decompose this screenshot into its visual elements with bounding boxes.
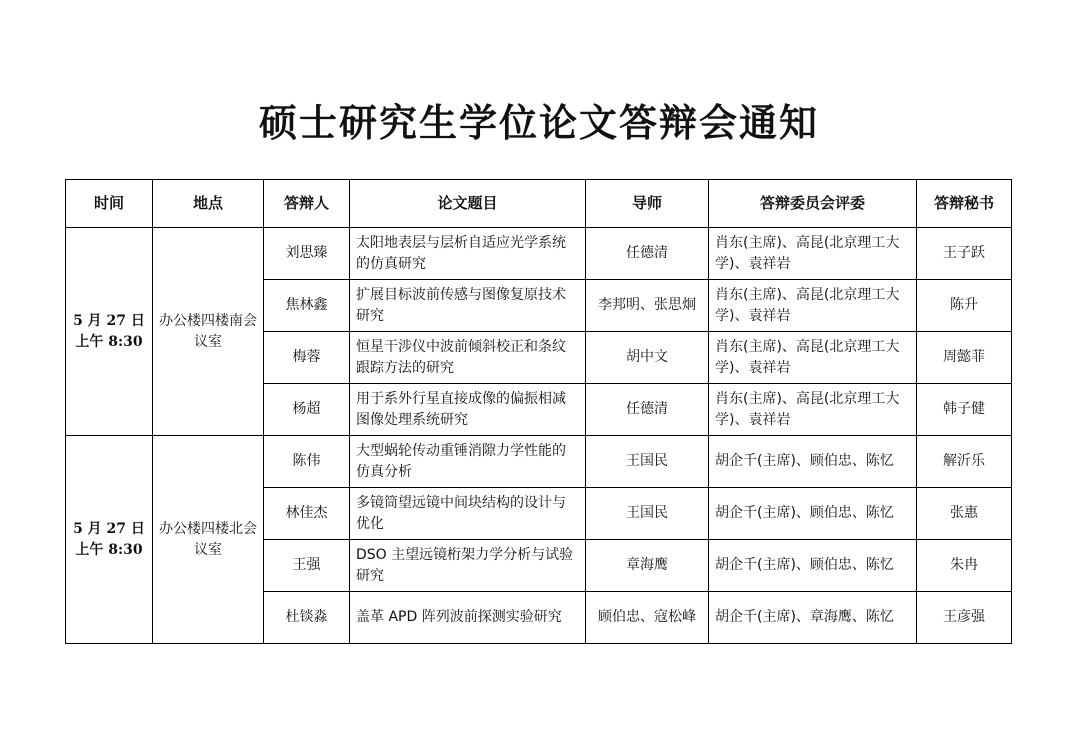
thesis-cell: 扩展目标波前传感与图像复原技术研究 bbox=[350, 280, 586, 332]
secretary-cell: 张惠 bbox=[917, 488, 1012, 540]
header-committee: 答辩委员会评委 bbox=[709, 180, 917, 228]
secretary-cell: 周懿菲 bbox=[917, 332, 1012, 384]
session-place: 办公楼四楼北会议室 bbox=[153, 436, 264, 644]
header-row bbox=[66, 180, 1012, 228]
page-title: 硕士研究生学位论文答辩会通知 bbox=[258, 100, 819, 145]
header-thesis: 论文题目 bbox=[350, 180, 586, 228]
session-date: 5 月 27 日 bbox=[73, 312, 145, 329]
advisor-cell: 胡中文 bbox=[586, 332, 709, 384]
committee-cell: 肖东(主席)、高昆(北京理工大学)、袁祥岩 bbox=[709, 280, 917, 332]
thesis-cell: 用于系外行星直接成像的偏振相减图像处理系统研究 bbox=[350, 384, 586, 436]
session-time: 上午 8:30 bbox=[75, 333, 143, 350]
defender-cell: 陈伟 bbox=[264, 436, 350, 488]
committee-cell: 胡企千(主席)、顾伯忠、陈忆 bbox=[709, 540, 917, 592]
session-time: 上午 8:30 bbox=[75, 541, 143, 558]
session-time-cell bbox=[66, 228, 153, 436]
defender-cell: 梅蓉 bbox=[264, 332, 350, 384]
session-place: 办公楼四楼南会议室 bbox=[153, 228, 264, 436]
header-place: 地点 bbox=[153, 180, 264, 228]
secretary-cell: 韩子健 bbox=[917, 384, 1012, 436]
advisor-cell: 章海鹰 bbox=[586, 540, 709, 592]
table-row bbox=[66, 228, 1012, 280]
advisor-cell: 任德清 bbox=[586, 228, 709, 280]
advisor-cell: 任德清 bbox=[586, 384, 709, 436]
header-advisor: 导师 bbox=[586, 180, 709, 228]
header-time: 时间 bbox=[66, 180, 153, 228]
advisor-cell: 李邦明、张思炯 bbox=[586, 280, 709, 332]
thesis-cell: 多镜筒望远镜中间块结构的设计与优化 bbox=[350, 488, 586, 540]
thesis-cell: DSO 主望远镜桁架力学分析与试验研究 bbox=[350, 540, 586, 592]
thesis-cell: 盖革 APD 阵列波前探测实验研究 bbox=[350, 592, 586, 644]
secretary-cell: 解沂乐 bbox=[917, 436, 1012, 488]
committee-cell: 肖东(主席)、高昆(北京理工大学)、袁祥岩 bbox=[709, 228, 917, 280]
session-date: 5 月 27 日 bbox=[73, 520, 145, 537]
table-row bbox=[66, 436, 1012, 488]
defense-schedule-table bbox=[65, 179, 1012, 644]
secretary-cell: 王子跃 bbox=[917, 228, 1012, 280]
defender-cell: 王强 bbox=[264, 540, 350, 592]
session-time-cell bbox=[66, 436, 153, 644]
committee-cell: 肖东(主席)、高昆(北京理工大学)、袁祥岩 bbox=[709, 332, 917, 384]
committee-cell: 肖东(主席)、高昆(北京理工大学)、袁祥岩 bbox=[709, 384, 917, 436]
advisor-cell: 王国民 bbox=[586, 488, 709, 540]
secretary-cell: 陈升 bbox=[917, 280, 1012, 332]
committee-cell: 胡企千(主席)、顾伯忠、陈忆 bbox=[709, 488, 917, 540]
advisor-cell: 王国民 bbox=[586, 436, 709, 488]
secretary-cell: 王彦强 bbox=[917, 592, 1012, 644]
header-defender: 答辩人 bbox=[264, 180, 350, 228]
defender-cell: 林佳杰 bbox=[264, 488, 350, 540]
advisor-cell: 顾伯忠、寇松峰 bbox=[586, 592, 709, 644]
defender-cell: 杨超 bbox=[264, 384, 350, 436]
committee-cell: 胡企千(主席)、顾伯忠、陈忆 bbox=[709, 436, 917, 488]
defender-cell: 刘思臻 bbox=[264, 228, 350, 280]
thesis-cell: 恒星干涉仪中波前倾斜校正和条纹跟踪方法的研究 bbox=[350, 332, 586, 384]
defender-cell: 焦林鑫 bbox=[264, 280, 350, 332]
thesis-cell: 大型蜗轮传动重锤消隙力学性能的仿真分析 bbox=[350, 436, 586, 488]
secretary-cell: 朱冉 bbox=[917, 540, 1012, 592]
header-secretary: 答辩秘书 bbox=[917, 180, 1012, 228]
committee-cell: 胡企千(主席)、章海鹰、陈忆 bbox=[709, 592, 917, 644]
thesis-cell: 太阳地表层与层析自适应光学系统的仿真研究 bbox=[350, 228, 586, 280]
defender-cell: 杜锬淼 bbox=[264, 592, 350, 644]
